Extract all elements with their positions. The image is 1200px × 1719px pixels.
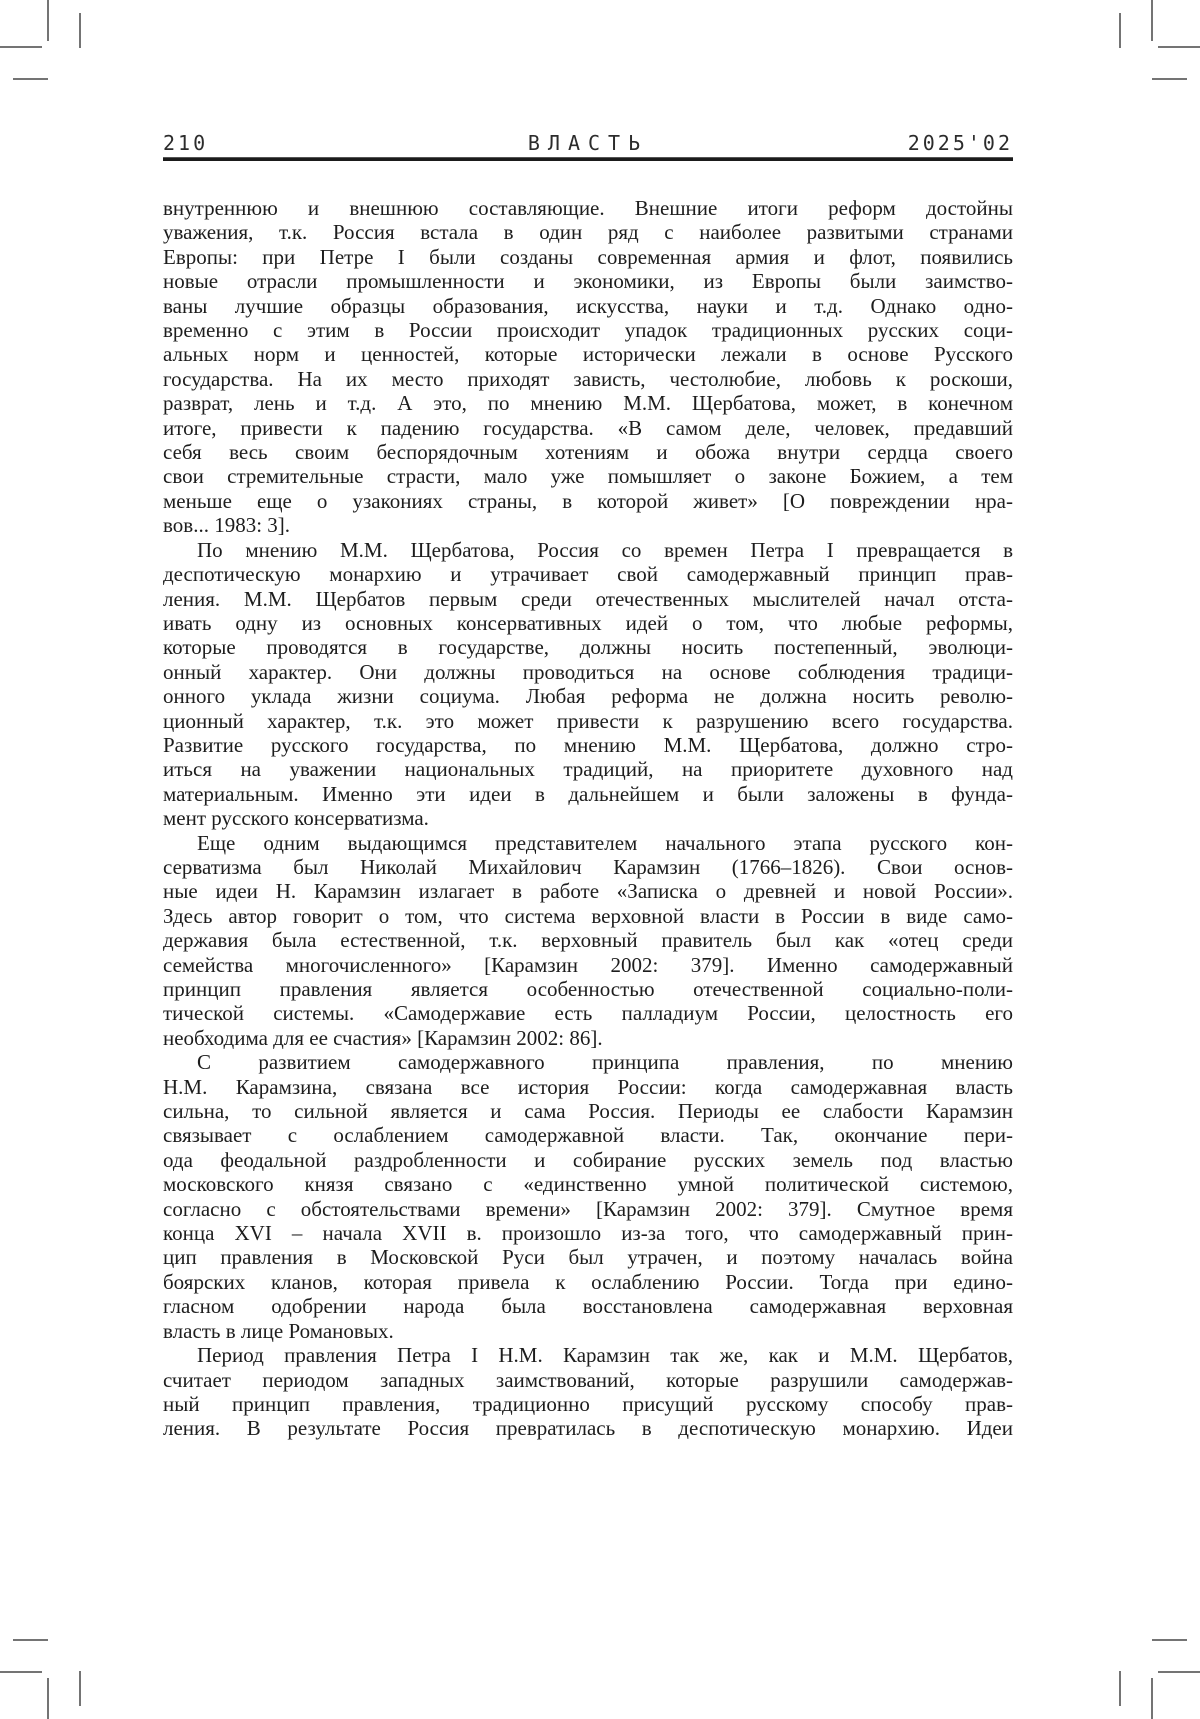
text-line: новые отрасли промышленности и экономики, из Европы были заимство- xyxy=(163,269,1013,294)
text-line: государства. На их место приходят зависть, честолюбие, любовь к роскоши, xyxy=(163,366,1013,391)
header-rule xyxy=(163,157,1013,161)
text-line: ивать одну из основных консервативных идей о том, что любые реформы, xyxy=(163,610,1013,635)
paragraph xyxy=(163,1343,1013,1441)
text-line: гласном одобрении народа была восстановлена самодержавная верховная xyxy=(163,1294,1013,1319)
running-head xyxy=(163,131,1013,157)
text-line: разврат, лень и т.д. А это, по мнению М.М. Щербатова, может, в конечном xyxy=(163,391,1013,416)
text-line: ода феодальной раздробленности и собирание русских земель под властью xyxy=(163,1147,1013,1172)
text-line: альных норм и ценностей, которые исторически лежали в основе Русского xyxy=(163,342,1013,367)
text-line: онный характер. Они должны проводиться на основе соблюдения традици- xyxy=(163,659,1013,684)
text-line: свои стремительные страсти, мало уже помышляет о законе Божием, а тем xyxy=(163,464,1013,489)
text-line: Развитие русского государства, по мнению М.М. Щербатова, должно стро- xyxy=(163,732,1013,757)
text-line: уважения, т.к. Россия встала в один ряд с наиболее развитыми странами xyxy=(163,220,1013,245)
text-line: деспотическую монархию и утрачивает свой самодержавный принцип прав- xyxy=(163,562,1013,587)
text-line: вов... 1983: 3]. xyxy=(163,513,291,538)
paragraph xyxy=(163,196,1013,538)
text-line: ления. М.М. Щербатов первым среди отечественных мыслителей начал отста- xyxy=(163,586,1013,611)
crop-mark xyxy=(13,1639,48,1641)
paragraph xyxy=(163,1050,1013,1343)
page-number: 210 xyxy=(163,131,209,155)
text-line: меньше еще о узакониях страны, в которой живет» [О повреждении нра- xyxy=(163,488,1013,513)
text-line: С развитием самодержавного принципа правления, по мнению xyxy=(197,1050,1013,1075)
text-line: принцип правления является особенностью отечественной социально-поли- xyxy=(163,977,1013,1001)
text-line: серватизма был Николай Михайлович Карамзин (1766–1826). Свои основ- xyxy=(163,854,1013,879)
text-line: боярских кланов, которая привела к ослаблению России. Тогда при едино- xyxy=(163,1269,1013,1294)
crop-mark xyxy=(13,78,48,80)
crop-mark xyxy=(1151,1678,1153,1719)
paragraph xyxy=(163,538,1013,831)
crop-mark xyxy=(1152,1639,1187,1641)
text-line: Еще одним выдающимся представителем начального этапа русского кон- xyxy=(197,830,1013,855)
crop-mark xyxy=(0,1671,42,1673)
text-line: необходима для ее счастия» [Карамзин 2002: 86]. xyxy=(163,1025,603,1050)
text-line: Европы: при Петре I были созданы современная армия и флот, появились xyxy=(163,244,1013,269)
text-line: тической системы. «Самодержавие есть палладиум России, целостность его xyxy=(163,1001,1013,1026)
text-line: По мнению М.М. Щербатова, Россия со времен Петра I превращается в xyxy=(197,537,1013,562)
crop-mark xyxy=(1151,0,1153,41)
text-line: внутреннюю и внешнюю составляющие. Внешние итоги реформ достойны xyxy=(163,196,1013,220)
paragraph xyxy=(163,831,1013,1051)
crop-mark xyxy=(79,1671,81,1706)
article-body xyxy=(163,196,1013,1441)
crop-mark xyxy=(1152,78,1187,80)
crop-mark xyxy=(1119,13,1121,48)
text-line: временно с этим в России происходит упадок традиционных русских соци- xyxy=(163,318,1013,343)
text-line: Период правления Петра I Н.М. Карамзин так же, как и М.М. Щербатов, xyxy=(197,1343,1013,1368)
text-line: Здесь автор говорит о том, что система верховной власти в России в виде само- xyxy=(163,903,1013,928)
text-line: ный принцип правления, традиционно присущий русскому способу прав- xyxy=(163,1391,1013,1416)
text-line: Н.М. Карамзина, связана все история России: когда самодержавная власть xyxy=(163,1074,1013,1099)
text-line: власть в лице Романовых. xyxy=(163,1318,394,1343)
crop-mark xyxy=(0,46,42,48)
text-line: державия была естественной, т.к. верховный правитель был как «отец среди xyxy=(163,928,1013,953)
text-line: онного уклада жизни социума. Любая реформа не должна носить револю- xyxy=(163,684,1013,709)
text-line: конца XVI – начала XVII в. произошло из-за того, что самодержавный прин- xyxy=(163,1221,1013,1246)
issue-label: 2025'02 xyxy=(907,131,1013,155)
crop-mark xyxy=(47,1678,49,1719)
crop-mark xyxy=(1158,1671,1200,1673)
text-line: себя весь своим беспорядочным хотениям и обожа внутри сердца своего xyxy=(163,440,1013,465)
text-line: считает периодом западных заимствований, которые разрушили самодержав- xyxy=(163,1367,1013,1392)
text-line: мент русского консерватизма. xyxy=(163,806,429,831)
text-line: согласно с обстоятельствами времени» [Карамзин 2002: 379]. Смутное время xyxy=(163,1196,1013,1221)
text-line: материальным. Именно эти идеи в дальнейшем и были заложены в фунда- xyxy=(163,781,1013,806)
text-line: московского князя связано с «единственно умной политической системою, xyxy=(163,1172,1013,1197)
text-line: семейства многочисленного» [Карамзин 2002: 379]. Именно самодержавный xyxy=(163,952,1013,977)
text-line: цип правления в Московской Руси был утрачен, и поэтому началась война xyxy=(163,1245,1013,1270)
crop-mark xyxy=(1119,1671,1121,1706)
text-line: ления. В результате Россия превратилась в деспотическую монархию. Идеи xyxy=(163,1416,1013,1441)
text-line: которые проводятся в государстве, должны носить постепенный, эволюци- xyxy=(163,635,1013,660)
text-line: связывает с ослаблением самодержавной власти. Так, окончание пери- xyxy=(163,1123,1013,1148)
text-line: сильна, то сильной является и сама Россия. Периоды ее слабости Карамзин xyxy=(163,1099,1013,1124)
crop-mark xyxy=(1158,46,1200,48)
crop-mark xyxy=(47,0,49,41)
text-line: ваны лучшие образцы образования, искусства, науки и т.д. Однако одно- xyxy=(163,293,1013,318)
text-line: иться на уважении национальных традиций, на приоритете духовного над xyxy=(163,757,1013,782)
text-line: ционный характер, т.к. это может привести к разрушению всего государства. xyxy=(163,708,1013,733)
text-line: итоге, привести к падению государства. «В самом деле, человек, предавший xyxy=(163,415,1013,440)
text-line: ные идеи Н. Карамзин излагает в работе «Записка о древней и новой России». xyxy=(163,879,1013,904)
crop-mark xyxy=(79,13,81,48)
journal-title: ВЛАСТЬ xyxy=(527,131,649,155)
